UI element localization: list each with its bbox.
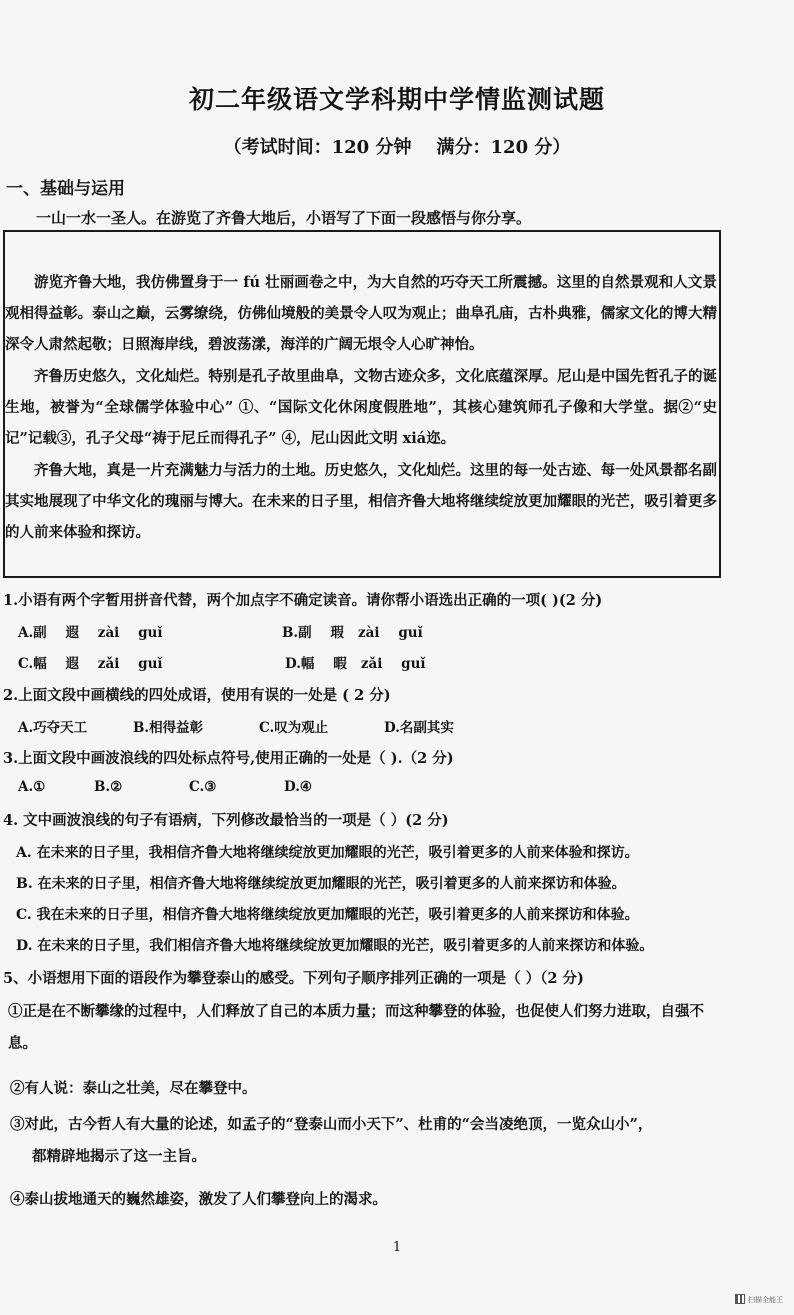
passage-paragraph-1: 游览齐鲁大地，我仿佛置身于一 fú 壮丽画卷之中，为大自然的巧夺天工所震撼。这里的自然景观和人文景观相得益彰。泰山之巅，云雾缭绕，仿佛仙境般的美景令人叹为观止；曲阜孔庙，古朴典雅，儒家文化的博大精深令人肃然起敬；日照海岸线，碧波荡漾，海洋的广阔无垠令人心旷神怡。 (5, 274, 717, 353)
question-1-option-c: C.幅 遐 zǎi guǐ (18, 656, 163, 672)
question-4-option-a: A. 在未来的日子里，我相信齐鲁大地将继续绽放更加耀眼的光芒，吸引着更多的人前来体验和探访。 (16, 845, 639, 861)
question-3-option-c: C.③ (189, 779, 217, 795)
question-1-option-d: D.幅 暇 zǎi guǐ (285, 656, 426, 672)
question-4-option-c: C. 我在未来的日子里，相信齐鲁大地将继续绽放更加耀眼的光芒，吸引着更多的人前来探访和体验。 (16, 907, 639, 923)
watermark-text: 扫描全能王 (748, 1296, 783, 1304)
page-title: 初二年级语文学科期中学情监测试题 (188, 85, 605, 114)
question-5-sentence-3b: 都精辟地揭示了这一主旨。 (32, 1148, 206, 1165)
passage-paragraph-3: 齐鲁大地，真是一片充满魅力与活力的土地。历史悠久，文化灿烂。这里的每一处古迹、每一处风景都名副其实地展现了中华文化的瑰丽与博大。在未来的日子里，相信齐鲁大地将继续绽放更加耀眼的光芒，吸引着更多的人前来体验和探访。 (5, 462, 717, 541)
question-2-stem: 2.上面文段中画横线的四处成语，使用有误的一处是 ( 2 分) (3, 687, 391, 704)
question-5-stem: 5、小语想用下面的语段作为攀登泰山的感受。下列句子顺序排列正确的一项是（ ）（2 分) (3, 970, 584, 987)
question-5-sentence-3a: ③对此，古今哲人有大量的论述，如孟子的“登泰山而小天下”、杜甫的“会当凌绝顶，一览众山小”， (10, 1116, 653, 1133)
question-2-option-d: D.名副其实 (384, 720, 454, 736)
qr-code-icon (735, 1294, 745, 1304)
question-1-stem: 1.小语有两个字暂用拼音代替，两个加点字不确定读音。请你帮小语选出正确的一项( )(2 分) (3, 592, 603, 609)
scanner-watermark (735, 1293, 787, 1307)
question-3-stem: 3.上面文段中画波浪线的四处标点符号,使用正确的一处是（ ).（2 分) (3, 750, 454, 767)
question-4-option-d: D. 在未来的日子里，我们相信齐鲁大地将继续绽放更加耀眼的光芒，吸引着更多的人前来探访和体验。 (16, 938, 654, 954)
page-number: 1 (392, 1240, 402, 1255)
section-heading: 一、基础与运用 (6, 179, 125, 199)
question-3-option-d: D.④ (284, 779, 313, 795)
exam-info: （考试时间：120 分钟 满分：120 分） (223, 137, 571, 158)
question-4-option-b: B. 在未来的日子里，相信齐鲁大地将继续绽放更加耀眼的光芒，吸引着更多的人前来探访和体验。 (16, 876, 626, 892)
question-5-sentence-2: ②有人说：泰山之壮美，尽在攀登中。 (10, 1080, 257, 1097)
question-3-option-b: B.② (94, 779, 123, 795)
question-2-option-c: C.叹为观止 (259, 720, 329, 736)
question-5-sentence-4: ④泰山拔地通天的巍然雄姿，激发了人们攀登向上的渴求。 (10, 1191, 387, 1208)
question-5-sentence-1: ①正是在不断攀缘的过程中，人们释放了自己的本质力量；而这种攀登的体验，也促使人们努力进取，自强不息。 (8, 1003, 704, 1052)
question-2-option-a: A.巧夺天工 (18, 720, 88, 736)
question-2-option-b: B.相得益彰 (133, 720, 204, 736)
passage-paragraph-2: 齐鲁历史悠久，文化灿烂。特别是孔子故里曲阜，文物古迹众多，文化底蕴深厚。尼山是中国先哲孔子的诞生地，被誉为“全球儒学体验中心” ①、“国际文化休闲度假胜地”，其核心建筑师孔子像和大学堂。据②“史记”记载③，孔子父母“祷于尼丘而得孔子” ④，尼山因此文明 xiá迩。 (5, 368, 717, 447)
section-intro: 一山一水一圣人。在游览了齐鲁大地后，小语写了下面一段感悟与你分享。 (36, 209, 532, 227)
question-3-option-a: A.① (18, 779, 46, 795)
question-1-option-a: A.副 遐 zài guǐ (18, 625, 163, 641)
question-1-option-b: B.副 瑕 zài guǐ (282, 625, 423, 641)
question-4-stem: 4. 文中画波浪线的句子有语病，下列修改最恰当的一项是（ ）(2 分) (3, 812, 449, 829)
